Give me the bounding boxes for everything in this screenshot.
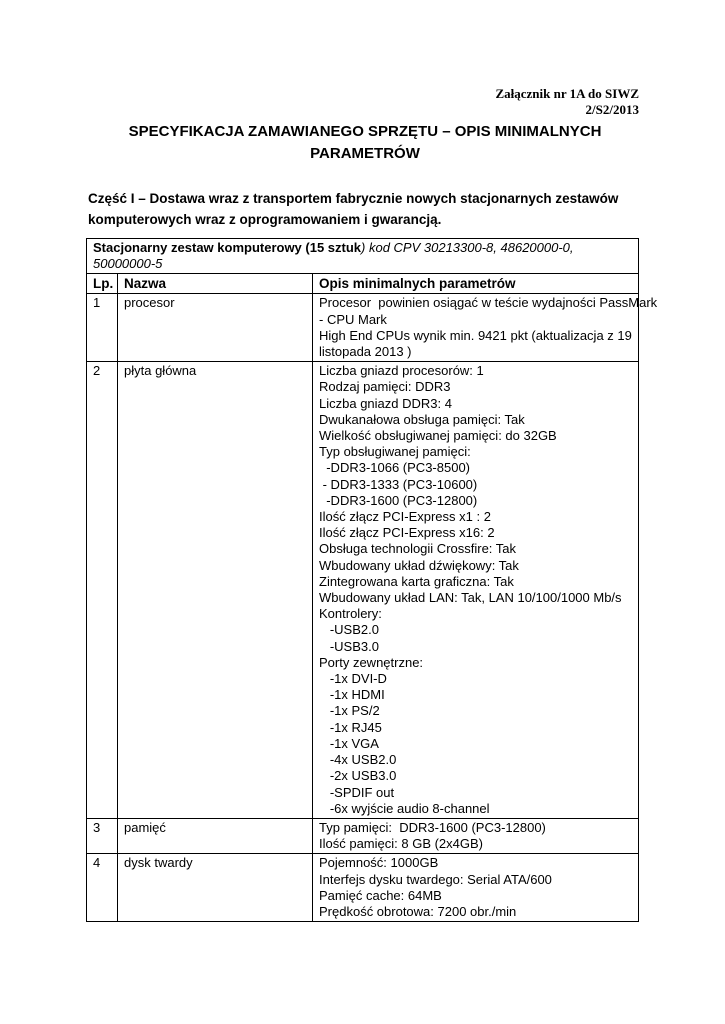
- param-line: -1x HDMI: [319, 687, 385, 703]
- document-title: [100, 121, 630, 165]
- param-line: Typ obsługiwanej pamięci:: [319, 444, 471, 460]
- param-line: Ilość złącz PCI-Express x16: 2: [319, 525, 495, 541]
- param-line: Procesor powinien osiągać w teście wydajności PassMark: [319, 295, 658, 311]
- title-line-1: SPECYFIKACJA ZAMAWIANEGO SPRZĘTU – OPIS MINIMALNYCH: [128, 123, 602, 140]
- title-line-2: PARAMETRÓW: [310, 145, 420, 162]
- component-params: [313, 818, 639, 853]
- param-line: -1x PS/2: [319, 703, 380, 719]
- table-caption-row: [87, 239, 639, 274]
- param-line: -6x wyjście audio 8-channel: [319, 800, 490, 816]
- param-line: -1x DVI-D: [319, 671, 387, 687]
- param-line: Liczba gniazd procesorów: 1: [319, 363, 484, 379]
- param-line: Wbudowany układ LAN: Tak, LAN 10/100/1000 Mb/s: [319, 590, 622, 606]
- caption-bold: Stacjonarny zestaw komputerowy (15 sztuk: [93, 240, 362, 255]
- part-description: [88, 188, 648, 230]
- row-number: 1: [87, 294, 118, 362]
- param-line: Zintegrowana karta graficzna: Tak: [319, 573, 514, 589]
- caption-italic: ) kod CPV 30213300-8, 48620000-0, 50000000-5: [93, 240, 574, 272]
- param-line: -SPDIF out: [319, 784, 395, 800]
- attachment-label: [495, 86, 639, 118]
- param-line: - CPU Mark: [319, 311, 387, 327]
- param-line: High End CPUs wynik min. 9421 pkt (aktualizacja z 19: [319, 327, 632, 343]
- param-line: -USB2.0: [319, 622, 379, 638]
- component-name: procesor: [118, 294, 313, 362]
- param-line: Ilość pamięci: 8 GB (2x4GB): [319, 836, 483, 852]
- param-line: listopada 2013 ): [319, 344, 412, 360]
- param-line: Ilość złącz PCI-Express x1 : 2: [319, 509, 491, 525]
- attachment-line-2: 2/S2/2013: [585, 102, 639, 117]
- param-line: - DDR3-1333 (PC3-10600): [319, 476, 478, 492]
- part-line-2: komputerowych wraz z oprogramowaniem i gwarancją.: [88, 212, 442, 227]
- param-line: Pamięć cache: 64MB: [319, 887, 442, 903]
- param-line: Kontrolery:: [319, 606, 382, 622]
- param-line: Wbudowany układ dźwiękowy: Tak: [319, 557, 519, 573]
- component-name: płyta główna: [118, 362, 313, 819]
- param-line: -USB3.0: [319, 638, 379, 654]
- param-line: Dwukanałowa obsługa pamięci: Tak: [319, 411, 525, 427]
- table-row: [87, 294, 639, 362]
- component-params: [313, 362, 639, 819]
- row-number: 2: [87, 362, 118, 819]
- param-line: -DDR3-1600 (PC3-12800): [319, 492, 478, 508]
- param-line: Porty zewnętrzne:: [319, 654, 424, 670]
- param-line: Rodzaj pamięci: DDR3: [319, 379, 451, 395]
- table-row: [87, 854, 639, 922]
- column-header-name: Nazwa: [118, 274, 313, 294]
- param-line: Typ pamięci: DDR3-1600 (PC3-12800): [319, 819, 546, 835]
- spec-table: [86, 238, 658, 922]
- table-row: [87, 362, 639, 819]
- param-line: Wielkość obsługiwanej pamięci: do 32GB: [319, 428, 557, 444]
- param-line: Prędkość obrotowa: 7200 obr./min: [319, 903, 517, 919]
- param-line: -4x USB2.0: [319, 752, 397, 768]
- component-params: [313, 854, 639, 922]
- table-body: [87, 294, 658, 922]
- table-row: [87, 818, 639, 853]
- component-name: dysk twardy: [118, 854, 313, 922]
- param-line: Pojemność: 1000GB: [319, 855, 439, 871]
- part-line-1: Część I – Dostawa wraz z transportem fabrycznie nowych stacjonarnych zestawów: [88, 191, 619, 206]
- component-name: pamięć: [118, 818, 313, 853]
- column-header-params: Opis minimalnych parametrów: [313, 274, 639, 294]
- column-header-lp: Lp.: [87, 274, 118, 294]
- component-params: [313, 294, 658, 362]
- table-caption: [87, 239, 639, 274]
- param-line: -DDR3-1066 (PC3-8500): [319, 460, 471, 476]
- param-line: -1x RJ45: [319, 719, 382, 735]
- table-header-row: [87, 274, 639, 294]
- row-number: 3: [87, 818, 118, 853]
- attachment-line-1: Załącznik nr 1A do SIWZ: [495, 86, 639, 101]
- param-line: Interfejs dysku twardego: Serial ATA/600: [319, 871, 552, 887]
- param-line: -2x USB3.0: [319, 768, 397, 784]
- param-line: Liczba gniazd DDR3: 4: [319, 395, 452, 411]
- param-line: -1x VGA: [319, 735, 379, 751]
- row-number: 4: [87, 854, 118, 922]
- param-line: Obsługa technologii Crossfire: Tak: [319, 541, 517, 557]
